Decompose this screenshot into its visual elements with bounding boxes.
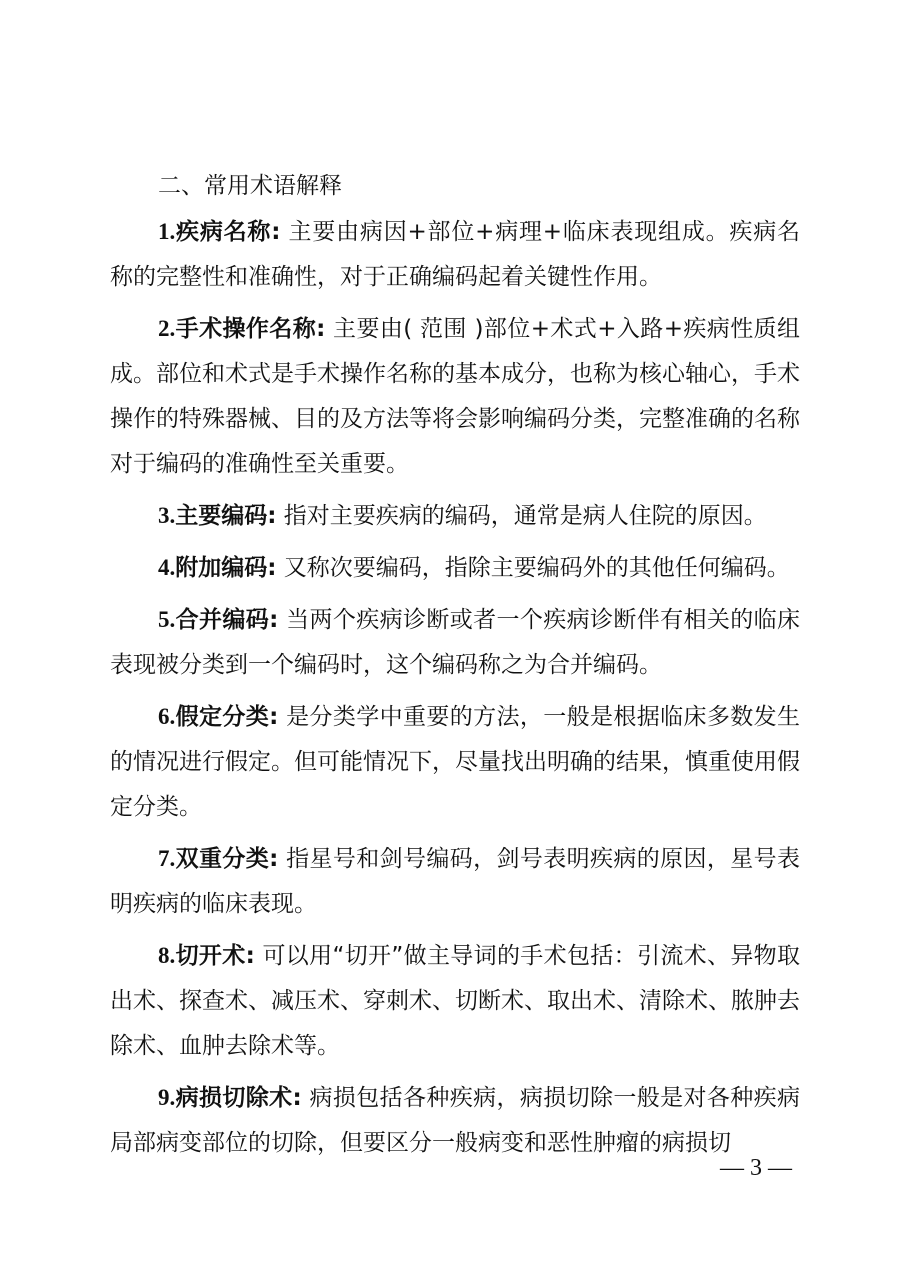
term-label bbox=[158, 607, 278, 633]
term-entry-1 bbox=[110, 209, 800, 300]
term-number: 9. bbox=[158, 1085, 176, 1110]
term-number: 1. bbox=[158, 219, 176, 244]
term-name: 合并编码 bbox=[175, 607, 270, 633]
term-number: 7. bbox=[158, 846, 176, 871]
term-entry-4 bbox=[110, 545, 800, 591]
term-entry-8 bbox=[110, 933, 800, 1069]
term-name: 假定分类 bbox=[175, 704, 270, 730]
term-colon: : bbox=[269, 846, 279, 872]
term-entry-7 bbox=[110, 836, 800, 927]
term-number: 6. bbox=[158, 704, 176, 729]
term-label bbox=[158, 846, 278, 872]
term-label bbox=[158, 704, 278, 730]
term-number: 5. bbox=[158, 607, 176, 632]
term-list bbox=[110, 209, 800, 1172]
term-colon: : bbox=[316, 316, 326, 342]
term-name: 主要编码 bbox=[175, 503, 268, 529]
term-name: 疾病名称 bbox=[175, 219, 272, 245]
term-label bbox=[158, 555, 276, 581]
term-colon: : bbox=[269, 607, 279, 633]
term-definition: 指对主要疾病的编码，通常是病人住院的原因。 bbox=[283, 503, 767, 529]
page-number: — 3 — bbox=[720, 1155, 792, 1181]
term-name: 双重分类 bbox=[175, 846, 270, 872]
term-definition: 指星号和剑号编码，剑号表明疾病的原因，星号表明疾病的临床表现。 bbox=[110, 846, 801, 917]
term-name: 病损切除术 bbox=[175, 1085, 293, 1111]
term-definition: 主要由( 范围 )部位+术式+入路+疾病性质组成。部位和术式是手术操作名称的基本成分，也称为核心轴心，手术操作的特殊器械、目的及方法等将会影响编码分类，完整准确的名称对于编码的准确性至关重要。 bbox=[110, 316, 801, 477]
term-entry-3 bbox=[110, 493, 800, 539]
term-label bbox=[158, 219, 280, 245]
term-name: 切开术 bbox=[175, 943, 246, 969]
term-label bbox=[158, 1085, 302, 1111]
term-number: 2. bbox=[158, 316, 176, 341]
term-colon: : bbox=[271, 219, 281, 245]
term-entry-2 bbox=[110, 306, 800, 487]
term-colon: : bbox=[245, 943, 255, 969]
term-colon: : bbox=[267, 555, 277, 581]
term-label bbox=[158, 943, 255, 969]
term-number: 8. bbox=[158, 943, 176, 968]
term-name: 附加编码 bbox=[175, 555, 268, 581]
term-colon: : bbox=[267, 503, 277, 529]
term-name: 手术操作名称 bbox=[175, 316, 317, 342]
term-label bbox=[158, 316, 325, 342]
term-entry-5 bbox=[110, 597, 800, 688]
term-definition: 是分类学中重要的方法，一般是根据临床多数发生的情况进行假定。但可能情况下，尽量找出明确的结果，慎重使用假定分类。 bbox=[110, 704, 801, 820]
term-definition: 病损包括各种疾病，病损切除一般是对各种疾病局部病变部位的切除，但要区分一般病变和恶性肿瘤的病损切 bbox=[110, 1085, 801, 1156]
term-colon: : bbox=[269, 704, 279, 730]
term-definition: 又称次要编码，指除主要编码外的其他任何编码。 bbox=[283, 555, 790, 581]
term-colon: : bbox=[292, 1085, 302, 1111]
section-heading: 二、常用术语解释 bbox=[158, 173, 342, 199]
term-definition: 当两个疾病诊断或者一个疾病诊断伴有相关的临床表现被分类到一个编码时，这个编码称之为合并编码。 bbox=[110, 607, 801, 678]
term-entry-9 bbox=[110, 1075, 800, 1166]
term-number: 4. bbox=[158, 555, 176, 580]
term-number: 3. bbox=[158, 503, 176, 528]
term-entry-6 bbox=[110, 694, 800, 830]
term-label bbox=[158, 503, 276, 529]
term-definition: 主要由病因+部位+病理+临床表现组成。疾病名称的完整性和准确性，对于正确编码起着关键性作用。 bbox=[110, 219, 800, 290]
term-definition: 可以用“切开”做主导词的手术包括：引流术、异物取出术、探查术、减压术、穿刺术、切断术、取出术、清除术、脓肿去除术、血肿去除术等。 bbox=[110, 943, 800, 1059]
